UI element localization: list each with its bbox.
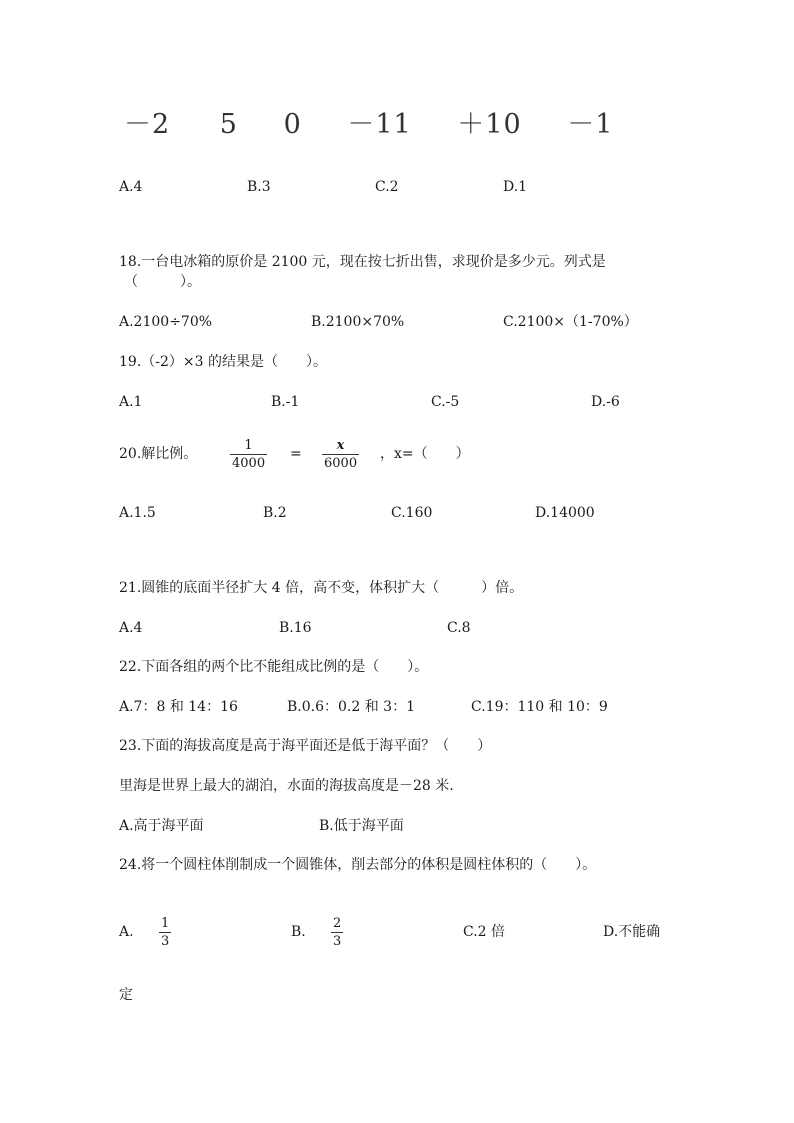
q20-option-d[interactable]: D.14000	[535, 505, 595, 521]
q19-stem: 19.（-2）×3 的结果是（ ）。	[119, 354, 327, 370]
q19-option-d[interactable]: D.-6	[591, 394, 620, 410]
q24-option-d-wrap: 定	[119, 987, 133, 1003]
q19-option-b[interactable]: B.-1	[271, 394, 300, 410]
q24-stem: 24.将一个圆柱体削制成一个圆锥体，削去部分的体积是圆柱体积的（ ）。	[119, 857, 597, 873]
q19-option-c[interactable]: C.-5	[431, 394, 460, 410]
q23-option-a[interactable]: A.高于海平面	[119, 818, 204, 834]
q21-stem: 21.圆锥的底面半径扩大 4 倍，高不变，体积扩大（ ）倍。	[119, 580, 524, 596]
q18-option-c[interactable]: C.2100×（1-70%）	[503, 314, 638, 330]
q21-option-c[interactable]: C.8	[447, 620, 471, 636]
q23-stem: 23.下面的海拔高度是高于海平面还是低于海平面？（ ）	[119, 738, 492, 754]
q20-equals: =	[290, 446, 302, 462]
q17-option-b[interactable]: B.3	[247, 179, 271, 195]
fraction-numerator: 2	[333, 916, 342, 931]
fraction-numerator: x	[336, 438, 345, 453]
fraction-numerator: 1	[161, 916, 170, 931]
q23-option-b[interactable]: B.低于海平面	[319, 818, 404, 834]
fraction-denominator: 6000	[324, 456, 358, 471]
q22-option-b[interactable]: B.0.6：0.2 和 3：1	[287, 699, 415, 715]
q19-option-a[interactable]: A.1	[119, 394, 143, 410]
q18-stem-wrap: （ ）。	[124, 274, 201, 290]
q24-option-a-label[interactable]: A.	[119, 924, 134, 940]
q20-fraction-1	[230, 438, 267, 471]
q22-option-c[interactable]: C.19：110 和 10：9	[471, 699, 608, 715]
fraction-denominator: 3	[333, 934, 342, 949]
number-item: 0	[283, 109, 302, 140]
q17-option-c[interactable]: C.2	[375, 179, 399, 195]
q22-option-a[interactable]: A.7：8 和 14：16	[119, 699, 238, 715]
q20-option-b[interactable]: B.2	[263, 505, 287, 521]
fraction-denominator: 3	[161, 934, 170, 949]
q20-option-a[interactable]: A.1.5	[119, 505, 156, 521]
q20-fraction-2	[322, 438, 359, 471]
q18-option-b[interactable]: B.2100×70%	[311, 314, 405, 330]
q24-option-a-fraction[interactable]	[159, 916, 171, 949]
q23-context: 里海是世界上最大的湖泊，水面的海拔高度是－28 米.	[119, 778, 454, 794]
q17-option-a[interactable]: A.4	[119, 179, 143, 195]
q21-option-a[interactable]: A.4	[119, 620, 143, 636]
number-item: ＋10	[457, 109, 522, 140]
q18-option-a[interactable]: A.2100÷70%	[119, 314, 213, 330]
number-item: －1	[567, 109, 614, 140]
q24-option-c[interactable]: C.2 倍	[463, 924, 506, 940]
q24-option-d[interactable]: D.不能确	[603, 924, 661, 940]
q22-stem: 22.下面各组的两个比不能组成比例的是（ ）。	[119, 659, 429, 675]
number-row	[124, 102, 613, 141]
number-item: 5	[219, 109, 238, 140]
q20-option-c[interactable]: C.160	[391, 505, 433, 521]
number-item: －2	[124, 109, 171, 140]
q20-tail: ，x=（ ）	[380, 446, 470, 462]
fraction-denominator: 4000	[232, 456, 266, 471]
q21-option-b[interactable]: B.16	[279, 620, 312, 636]
q20-stem: 20.解比例。	[119, 446, 198, 462]
q24-option-b-fraction[interactable]	[331, 916, 343, 949]
number-item: －11	[347, 109, 412, 140]
q24-option-b-label[interactable]: B.	[291, 924, 306, 940]
fraction-numerator: 1	[244, 438, 253, 453]
q17-option-d[interactable]: D.1	[503, 179, 528, 195]
q18-stem: 18.一台电冰箱的原价是 2100 元，现在按七折出售，求现价是多少元。列式是	[119, 254, 606, 270]
